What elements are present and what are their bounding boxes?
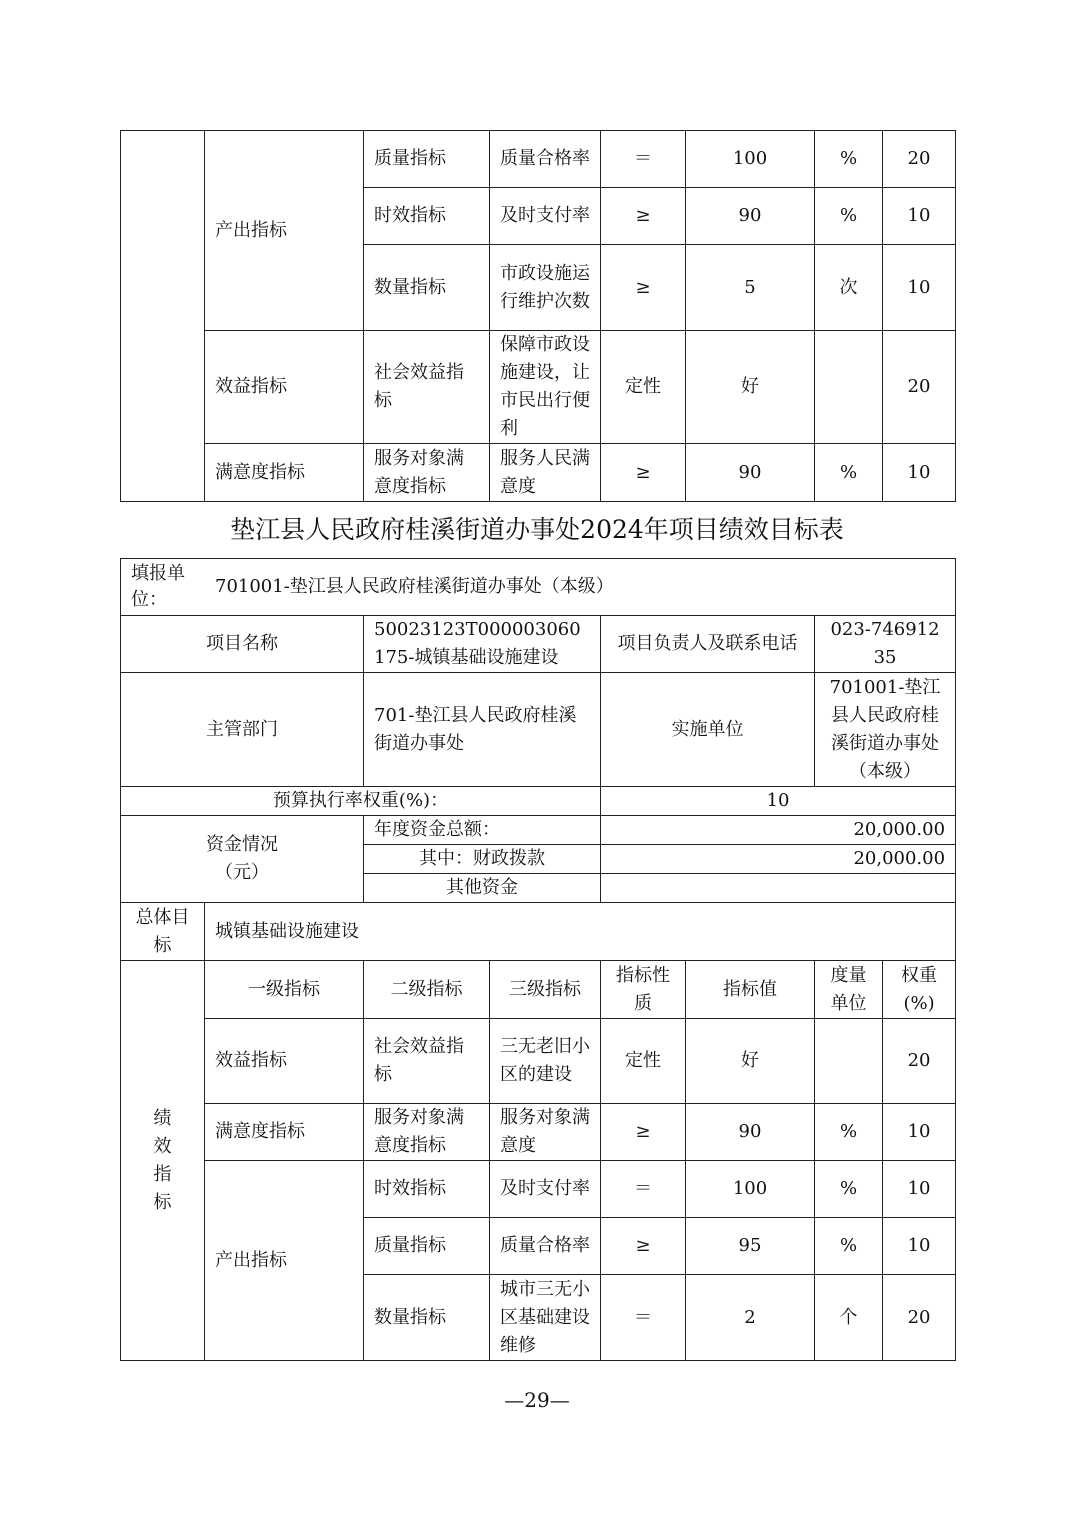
unit-cell xyxy=(815,1019,883,1104)
weight-cell: 10 xyxy=(883,1218,956,1275)
weight-cell: 20 xyxy=(883,131,956,188)
header-cell: 指标值 xyxy=(686,961,815,1019)
l1-benefit-cell: 效益指标 xyxy=(205,1019,364,1104)
overall-row xyxy=(121,903,956,961)
page-number: —29— xyxy=(504,1388,570,1412)
l3-cell: 市政设施运行维护次数 xyxy=(490,245,601,331)
unit-cell: % xyxy=(815,1104,883,1161)
header-cell: 一级指标 xyxy=(205,961,364,1019)
nature-cell: 定性 xyxy=(601,331,686,444)
l2-cell: 服务对象满意度指标 xyxy=(364,1104,490,1161)
table-row xyxy=(121,1019,956,1104)
nature-cell: ≥ xyxy=(601,245,686,331)
performance-goal-table xyxy=(120,558,956,1361)
funds-label-2: （元） xyxy=(215,862,269,883)
l2-cell: 质量指标 xyxy=(364,131,490,188)
value-cell: 90 xyxy=(686,188,815,245)
l2-cell: 数量指标 xyxy=(364,1275,490,1361)
filler-value: 701001-垫江县人民政府桂溪街道办事处（本级） xyxy=(215,576,614,597)
weight-cell: 20 xyxy=(883,331,956,444)
l2-cell: 质量指标 xyxy=(364,1218,490,1275)
budget-weight-label: 预算执行率权重(%)： xyxy=(121,787,601,816)
unit-cell: % xyxy=(815,131,883,188)
filler-cell xyxy=(121,559,956,616)
weight-cell: 10 xyxy=(883,245,956,331)
value-cell: 90 xyxy=(686,444,815,502)
unit-cell: % xyxy=(815,444,883,502)
l3-cell: 服务人民满意度 xyxy=(490,444,601,502)
filler-row xyxy=(121,559,956,616)
table-row xyxy=(121,1161,956,1218)
l1-benefit-cell: 效益指标 xyxy=(205,331,364,444)
value-cell: 95 xyxy=(686,1218,815,1275)
project-name-value: 50023123T000003060175-城镇基础设施建设 xyxy=(364,616,601,673)
value-cell: 90 xyxy=(686,1104,815,1161)
fiscal-label: 其中：财政拨款 xyxy=(364,845,601,874)
value-cell: 5 xyxy=(686,245,815,331)
l2-cell: 数量指标 xyxy=(364,245,490,331)
annual-total-value: 20,000.00 xyxy=(601,816,956,845)
value-cell: 好 xyxy=(686,331,815,444)
project-name-label: 项目名称 xyxy=(121,616,364,673)
contact-label: 项目负责人及联系电话 xyxy=(601,616,815,673)
nature-cell: ＝ xyxy=(601,1161,686,1218)
l3-cell: 城市三无小区基础建设维修 xyxy=(490,1275,601,1361)
l1-output-cell: 产出指标 xyxy=(205,131,364,331)
l3-cell: 质量合格率 xyxy=(490,1218,601,1275)
overall-value: 城镇基础设施建设 xyxy=(205,903,956,961)
funds-row xyxy=(121,816,956,845)
header-cell: 三级指标 xyxy=(490,961,601,1019)
l3-cell: 保障市政设施建设，让市民出行便利 xyxy=(490,331,601,444)
weight-cell: 20 xyxy=(883,1019,956,1104)
unit-cell: 次 xyxy=(815,245,883,331)
weight-cell: 10 xyxy=(883,1104,956,1161)
annual-total-label: 年度资金总额： xyxy=(364,816,601,845)
table-row xyxy=(121,1104,956,1161)
contact-value: 023-74691235 xyxy=(815,616,956,673)
value-cell: 100 xyxy=(686,1161,815,1218)
l2-cell: 服务对象满意度指标 xyxy=(364,444,490,502)
value-cell: 100 xyxy=(686,131,815,188)
l3-cell: 及时支付率 xyxy=(490,1161,601,1218)
dept-row xyxy=(121,673,956,787)
blank-cell xyxy=(121,131,205,502)
page-title: 垫江县人民政府桂溪街道办事处2024年项目绩效目标表 xyxy=(230,515,844,544)
l2-cell: 时效指标 xyxy=(364,1161,490,1218)
header-cell: 二级指标 xyxy=(364,961,490,1019)
table-row xyxy=(121,131,956,188)
nature-cell: ＝ xyxy=(601,1275,686,1361)
unit-cell: % xyxy=(815,1161,883,1218)
fiscal-value: 20,000.00 xyxy=(601,845,956,874)
nature-cell: ≥ xyxy=(601,1104,686,1161)
impl-value: 701001-垫江县人民政府桂溪街道办事处（本级） xyxy=(815,673,956,787)
funds-label-1: 资金情况 xyxy=(206,834,278,855)
perf-label-text: 绩效指标 xyxy=(153,1107,172,1213)
project-row xyxy=(121,616,956,673)
nature-cell: ≥ xyxy=(601,444,686,502)
unit-cell xyxy=(815,331,883,444)
unit-cell: % xyxy=(815,188,883,245)
weight-cell: 20 xyxy=(883,1275,956,1361)
top-indicator-table xyxy=(120,130,956,502)
l2-cell: 社会效益指标 xyxy=(364,1019,490,1104)
l1-satisfaction-cell: 满意度指标 xyxy=(205,444,364,502)
nature-cell: ≥ xyxy=(601,188,686,245)
value-cell: 2 xyxy=(686,1275,815,1361)
l2-cell: 时效指标 xyxy=(364,188,490,245)
other-label: 其他资金 xyxy=(364,874,601,903)
filler-label: 填报单位： xyxy=(131,563,185,610)
l1-satisfaction-cell: 满意度指标 xyxy=(205,1104,364,1161)
value-cell: 好 xyxy=(686,1019,815,1104)
table-row xyxy=(121,444,956,502)
funds-label xyxy=(121,816,364,903)
l1-output-cell: 产出指标 xyxy=(205,1161,364,1361)
weight-cell: 10 xyxy=(883,444,956,502)
unit-cell: % xyxy=(815,1218,883,1275)
nature-cell: 定性 xyxy=(601,1019,686,1104)
unit-cell: 个 xyxy=(815,1275,883,1361)
nature-cell: ＝ xyxy=(601,131,686,188)
l2-cell: 社会效益指标 xyxy=(364,331,490,444)
header-cell: 度量单位 xyxy=(815,961,883,1019)
nature-cell: ≥ xyxy=(601,1218,686,1275)
overall-label: 总体目标 xyxy=(121,903,205,961)
budget-weight-value: 10 xyxy=(601,787,956,816)
other-value xyxy=(601,874,956,903)
l3-cell: 三无老旧小区的建设 xyxy=(490,1019,601,1104)
header-cell: 权重(%) xyxy=(883,961,956,1019)
weight-cell: 10 xyxy=(883,188,956,245)
l3-cell: 服务对象满意度 xyxy=(490,1104,601,1161)
weight-cell: 10 xyxy=(883,1161,956,1218)
header-row xyxy=(121,961,956,1019)
header-cell: 指标性质 xyxy=(601,961,686,1019)
perf-label xyxy=(121,961,205,1361)
table-row xyxy=(121,331,956,444)
impl-label: 实施单位 xyxy=(601,673,815,787)
dept-label: 主管部门 xyxy=(121,673,364,787)
dept-value: 701-垫江县人民政府桂溪街道办事处 xyxy=(364,673,601,787)
l3-cell: 质量合格率 xyxy=(490,131,601,188)
budget-row xyxy=(121,787,956,816)
l3-cell: 及时支付率 xyxy=(490,188,601,245)
